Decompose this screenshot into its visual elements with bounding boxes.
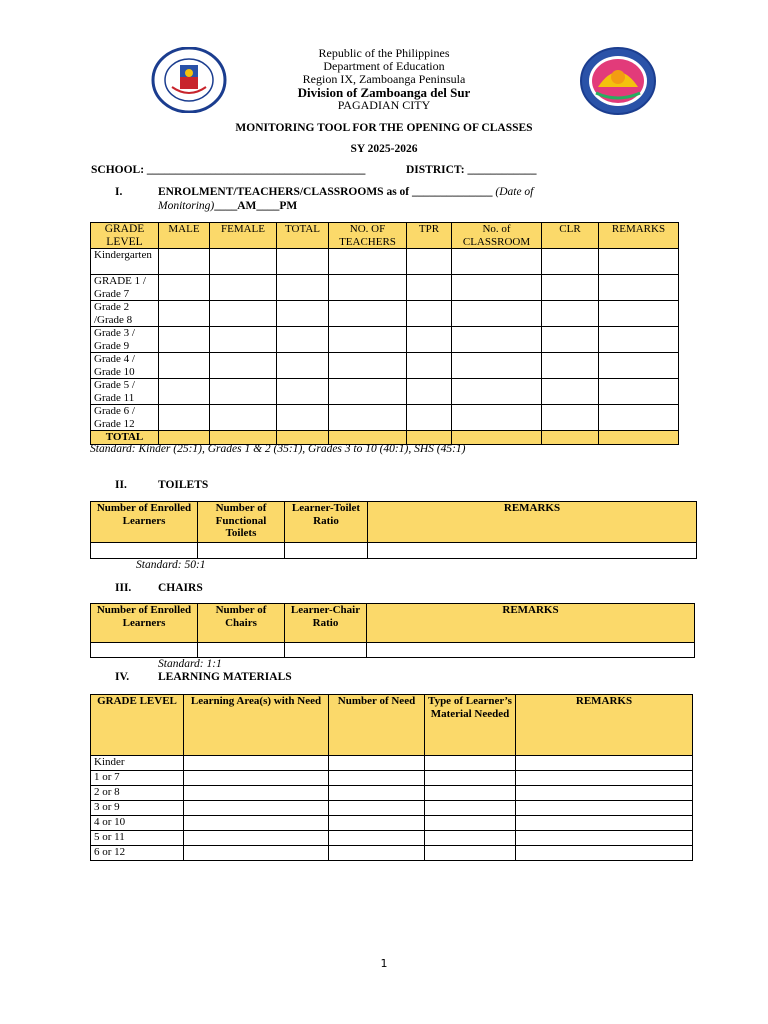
table-row (91, 379, 679, 405)
document-title: MONITORING TOOL FOR THE OPENING OF CLASSES (235, 122, 533, 134)
total-label: TOTAL (91, 431, 159, 445)
col-enrolled-learners: Number of Enrolled Learners (91, 502, 198, 543)
grade-label: Kinder (91, 756, 184, 771)
table-row (91, 353, 679, 379)
section-2-heading: TOILETS (158, 479, 209, 491)
header-republic: Republic of the Philippines (318, 46, 450, 60)
section-3-number: III. (115, 582, 132, 594)
total-row (91, 431, 679, 445)
col-number-of-chairs: Number of Chairs (198, 604, 285, 643)
col-female: FEMALE (210, 223, 277, 249)
col-remarks: REMARKS (368, 502, 697, 543)
section-2-number: II. (115, 479, 127, 491)
col-male: MALE (159, 223, 210, 249)
grade-label: Grade 4 / Grade 10 (91, 353, 159, 379)
section-1-number: I. (115, 186, 123, 198)
enrolment-table (90, 222, 679, 445)
col-grade-level: GRADE LEVEL (91, 223, 159, 249)
table-row (91, 786, 693, 801)
col-remarks: REMARKS (516, 695, 693, 756)
col-number-of-need: Number of Need (329, 695, 425, 756)
section-1-ampm: ____AM____PM (214, 200, 298, 212)
table-row (91, 756, 693, 771)
col-remarks: REMARKS (599, 223, 679, 249)
grade-label: Grade 2 /Grade 8 (91, 301, 159, 327)
toilets-table (90, 501, 697, 559)
section-3-heading: CHAIRS (158, 582, 203, 594)
table-row (91, 771, 693, 786)
col-no-of-teachers: NO. OF TEACHERS (329, 223, 407, 249)
enrolment-header-row (91, 223, 679, 249)
section-3-standard: Standard: 1:1 (158, 658, 222, 670)
table-row (91, 846, 693, 861)
section-1-heading: ENROLMENT/TEACHERS/CLASSROOMS as of ______________ (158, 186, 493, 198)
section-4-number: IV. (115, 671, 130, 683)
section-1-monitoring: Monitoring) (158, 200, 215, 212)
col-enrolled-learners: Number of Enrolled Learners (91, 604, 198, 643)
col-clr: CLR (542, 223, 599, 249)
grade-label: 5 or 11 (91, 831, 184, 846)
table-row (91, 327, 679, 353)
page-number: 1 (380, 957, 388, 970)
header-department: Department of Education (323, 59, 445, 73)
table-row (91, 249, 679, 275)
section-2-standard: Standard: 50:1 (136, 559, 206, 571)
table-row (91, 405, 679, 431)
col-tpr: TPR (407, 223, 452, 249)
col-functional-toilets: Number of Functional Toilets (198, 502, 285, 543)
grade-label: 6 or 12 (91, 846, 184, 861)
section-4-heading: LEARNING MATERIALS (158, 671, 292, 683)
grade-label: Grade 5 / Grade 11 (91, 379, 159, 405)
table-row (91, 643, 695, 658)
col-learner-toilet-ratio: Learner-Toilet Ratio (285, 502, 368, 543)
learning-materials-table (90, 694, 693, 861)
col-learning-areas: Learning Area(s) with Need (184, 695, 329, 756)
table-row (91, 831, 693, 846)
grade-label: Grade 3 / Grade 9 (91, 327, 159, 353)
table-row (91, 816, 693, 831)
table-row (91, 543, 697, 559)
school-field: SCHOOL: ______________________________________ (91, 164, 366, 176)
grade-label: Grade 6 / Grade 12 (91, 405, 159, 431)
col-no-of-classroom: No. of CLASSROOM (452, 223, 542, 249)
header-city: PAGADIAN CITY (337, 98, 431, 112)
grade-label: 1 or 7 (91, 771, 184, 786)
col-grade-level: GRADE LEVEL (91, 695, 184, 756)
col-type-of-material: Type of Learner’s Material Needed (425, 695, 516, 756)
school-year: SY 2025-2026 (350, 143, 418, 155)
table-row (91, 301, 679, 327)
header-region: Region IX, Zamboanga Peninsula (302, 72, 466, 86)
col-total: TOTAL (277, 223, 329, 249)
grade-label: 3 or 9 (91, 801, 184, 816)
table-row (91, 275, 679, 301)
grade-label: 2 or 8 (91, 786, 184, 801)
district-field: DISTRICT: ____________ (406, 164, 537, 176)
grade-label: GRADE 1 / Grade 7 (91, 275, 159, 301)
table-row (91, 801, 693, 816)
section-1-date-note: (Date of (495, 186, 534, 198)
col-learner-chair-ratio: Learner-Chair Ratio (285, 604, 367, 643)
col-remarks: REMARKS (367, 604, 695, 643)
grade-label: 4 or 10 (91, 816, 184, 831)
header-division: Division of Zamboanga del Sur (297, 85, 471, 100)
section-1-standard: Standard: Kinder (25:1), Grades 1 & 2 (35:1), Grades 3 to 10 (40:1), SHS (45:1) (90, 443, 466, 455)
grade-label: Kindergarten (91, 249, 159, 275)
chairs-table (90, 603, 695, 658)
